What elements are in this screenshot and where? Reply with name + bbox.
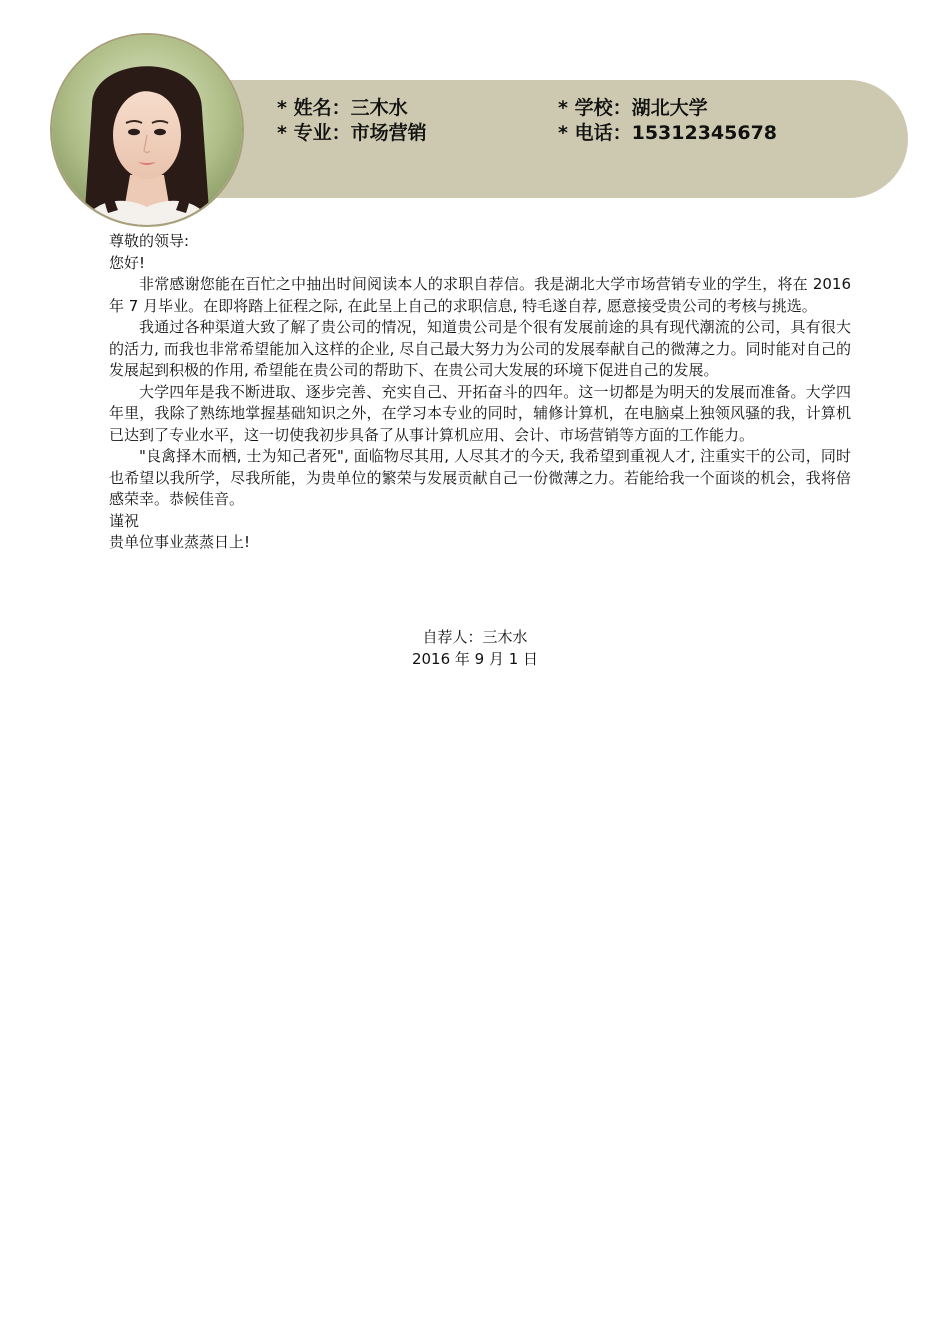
phone-label: 电话 ： (575, 122, 632, 144)
header-info-band (150, 80, 908, 198)
cover-letter-body (109, 231, 851, 554)
major-marker: * (277, 122, 294, 144)
letter-paragraph: 大学四年是我不断进取、逐步完善、充实自己、开拓奋斗的四年。这一切都是为明天的发展而准备。大学四年里，我除了熟练地掌握基础知识之外，在学习本专业的同时，辅修计算机，在电脑桌上独领风骚的我，计算机已达到了专业水平，这一切使我初步具备了从事计算机应用、会计、市场营销等方面的工作能力。 (109, 382, 851, 444)
avatar (50, 33, 244, 227)
school-label: 学校 ： (575, 97, 632, 119)
signature-name: 自荐人：三木水 (422, 628, 528, 646)
letter-paragraph: "良禽择木而栖, 士为知己者死", 面临物尽其用, 人尽其才的今天, 我希望到重视人才, 注重实干的公司，同时也希望以我所学，尽我所能，为贵单位的繁荣与发展贡献自己一份微薄之力。若能给我一个面谈的机会，我将倍感荣幸。恭候佳音。 (109, 447, 851, 508)
school-marker: * (558, 97, 575, 119)
signature-date: 2016 年 9 月 1 日 (411, 649, 539, 668)
phone-value: 15312345678 (631, 122, 778, 144)
portrait-photo-icon (52, 35, 242, 225)
major-label: 专业 ： (294, 122, 351, 144)
phone-marker: * (558, 122, 575, 144)
signature-block (0, 627, 950, 670)
name-field (277, 96, 408, 120)
closing-line: 谨祝 (109, 511, 140, 530)
name-value: 三木水 (350, 97, 408, 119)
name-marker: * (277, 97, 294, 119)
salutation: 尊敬的领导: (109, 232, 190, 250)
major-field (277, 121, 427, 145)
name-label: 姓名 ： (294, 97, 351, 119)
phone-field (558, 121, 777, 145)
letter-paragraph: 我通过各种渠道大致了解了贵公司的情况，知道贵公司是个很有发展前途的具有现代潮流的公司，具有很大的活力, 而我也非常希望能加入这样的企业, 尽自己最大努力为公司的发展奉献自己的微薄之力。同时能对自己的发展起到积极的作用, 希望能在贵公司的帮助下、在贵公司大发展的环境下促进自己的发展。 (109, 318, 851, 379)
closing-wish: 贵单位事业蒸蒸日上! (109, 533, 251, 551)
school-field (558, 96, 708, 120)
letter-paragraph: 非常感谢您能在百忙之中抽出时间阅读本人的求职自荐信。我是湖北大学市场营销专业的学生，将在 2016 年 7 月毕业。在即将踏上征程之际, 在此呈上自己的求职信息, 特毛遂自荐, 愿意接受贵公司的考核与挑选。 (109, 275, 851, 315)
greeting: 您好! (109, 253, 146, 272)
major-value: 市场营销 (350, 122, 427, 144)
school-value: 湖北大学 (631, 97, 708, 119)
